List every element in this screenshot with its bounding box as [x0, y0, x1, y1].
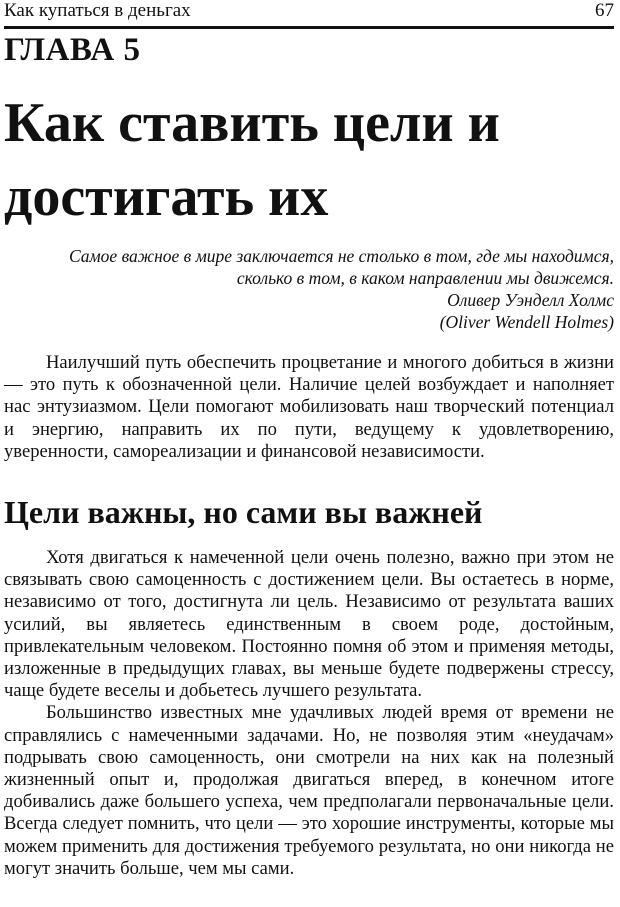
running-title: Как купаться в деньгах	[4, 0, 191, 21]
chapter-label: ГЛАВА 5	[4, 32, 141, 68]
intro-paragraph: Наилучший путь обеспечить процветание и многого добиться в жизни — это путь к обозначенной цели. Наличие целей возбуждает и наполняет нас энтузиазмом. Цели помогают мобилизовать наш творческий потенциал и энергию, направить их по пути, ведущему к удовлетворению, уверенности, самореализации и финансовой независимости.	[4, 352, 614, 462]
epigraph-author: Оливер Уэнделл Холмс	[447, 290, 614, 310]
chapter-title: Как ставить цели и достигать их	[4, 92, 500, 228]
page-number: 67	[595, 0, 614, 21]
running-header	[4, 0, 614, 29]
epigraph-quote: Самое важное в мире заключается не столько в том, где мы находимся, сколько в том, в каком направлении мы движемся.	[68, 246, 614, 288]
epigraph	[34, 245, 614, 333]
section-paragraph: Хотя двигаться к намеченной цели очень полезно, важно при этом не связывать свою самоценность с достижением цели. Вы остаетесь в норме, независимо от того, достигнута ли цель. Независимо от результата ваших усилий, вы являетесь единственным в своем роде, достойным, привлекательным человеком. Постоянно помня об этом и применяя методы, изложенные в предыдущих главах, вы меньше будете подвержены стрессу, чаще будете веселы и добьетесь лучшего результата.	[4, 547, 614, 702]
section-body	[4, 547, 614, 880]
section-heading: Цели важны, но сами вы важней	[4, 494, 483, 530]
epigraph-author-original: (Oliver Wendell Holmes)	[439, 312, 614, 332]
section-paragraph: Большинство известных мне удачливых людей время от времени не справлялись с намеченными задачами. Но, не позволяя этим «неудачам» подрывать свою самоценность, они смотрели на них как на полезный жизненный опыт и, продолжая двигаться вперед, в конечном итоге добивались даже большего успеха, чем предполагали первоначальные цели. Всегда следует помнить, что цели — это хорошие инструменты, которые мы можем применить для достижения требуемого результата, но они никогда не могут значить больше, чем мы сами.	[4, 702, 614, 879]
